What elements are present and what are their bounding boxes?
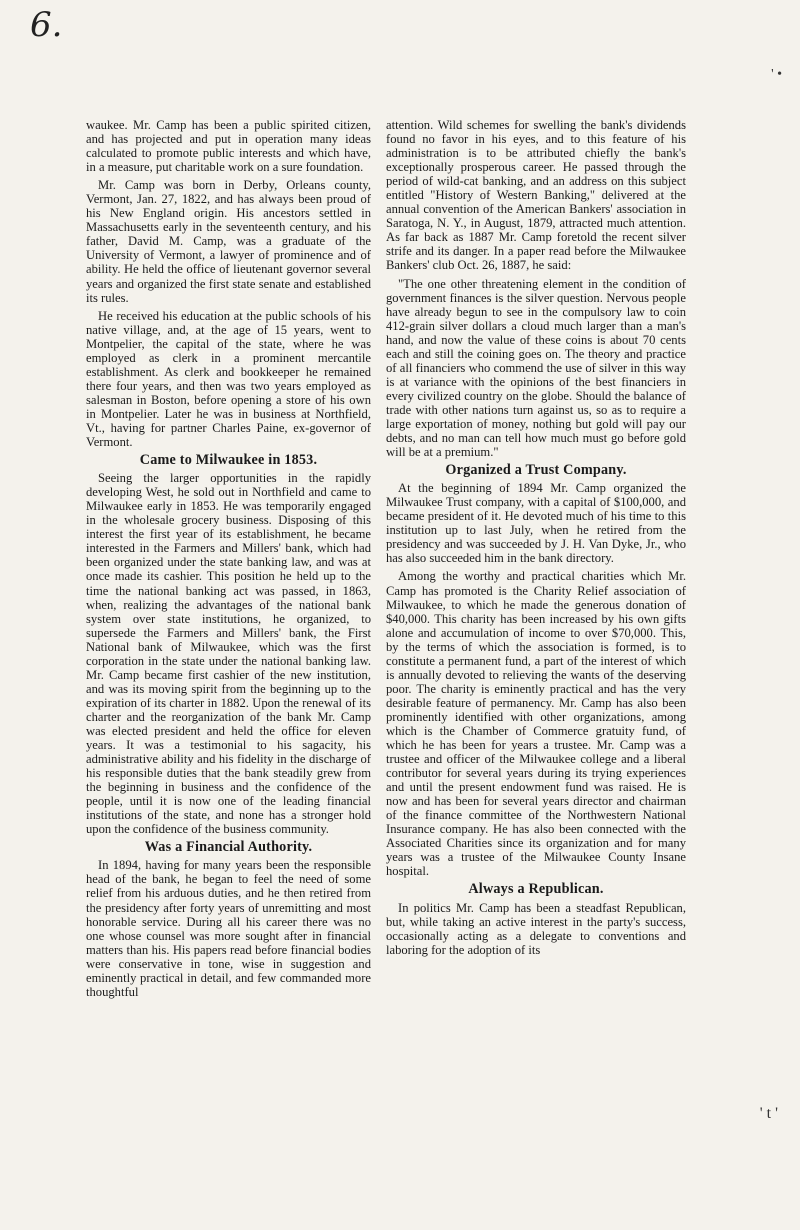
paragraph: Among the worthy and practical charities which Mr. Camp has promoted is the Charity Relief association of Milwaukee, to which he made the generous donation of $40,000. This charity has been increased by his own gifts alone and accumulation of income to over $70,000. This, by the terms of which the association is formed, is to constitute a permanent fund, a part of the interest of which is annually devoted to relieving the wants of the deserving poor. The charity is eminently practical and has the very desirable feature of permanency. Mr. Camp has also been prominently identified with other organizations, among which is the Chamber of Commerce gratuity fund, of which he has been for years a trustee. Mr. Camp was a trustee and officer of the Milwaukee college and a liberal contributor for several years during its trying experiences and until the present endowment fund was raised. He is now and has been for several years director and chairman of the finance committee of the Northwestern National Insurance company. He has also been connected with the Associated Charities since its organization and for many years was a trustee of the Milwaukee County Insane hospital. bbox=[386, 569, 686, 879]
paragraph: In 1894, having for many years been the responsible head of the bank, he began to feel the need of some relief from his arduous duties, and he then retired from the presidency after forty years of unremitting and most honorable service. During all his career there was no one whose counsel was more sought after in financial matters than his. His papers read before financial bodies were conservative in tone, wise in suggestion and eminently practical in detail, and few commanded more thoughtful bbox=[86, 858, 371, 999]
left-column bbox=[86, 118, 371, 1003]
page-number: 6. bbox=[30, 5, 63, 45]
paragraph: attention. Wild schemes for swelling the bank's dividends found no favor in his eyes, and to this feature of his administration is to be attributed chiefly the bank's exceptionally prosperous career. He passed through the period of wild-cat banking, and an address on this subject entitled "History of Western Banking," delivered at the annual convention of the American Bankers' association in Saratoga, N. Y., in August, 1879, attracted much attention. As far back as 1887 Mr. Camp foretold the recent silver strife and its danger. In a paper read before the Milwaukee Bankers' club Oct. 26, 1887, he said: bbox=[386, 118, 686, 273]
section-heading: Organized a Trust Company. bbox=[445, 462, 627, 479]
section-heading: Always a Republican. bbox=[468, 881, 604, 898]
margin-marks-top: ' • bbox=[771, 67, 782, 82]
paragraph: Mr. Camp was born in Derby, Orleans county, Vermont, Jan. 27, 1822, and has always been proud of his New England origin. His ancestors settled in Massachusetts early in the seventeenth century, and his father, David M. Camp, was a graduate of the University of Vermont, a lawyer of prominence and of ability. He held the office of lieutenant governor several years and organized the first state senate and established its rules. bbox=[86, 178, 371, 305]
paragraph: At the beginning of 1894 Mr. Camp organized the Milwaukee Trust company, with a capital of $100,000, and became president of it. He devoted much of his time to this institution up to last July, when he retired from the presidency and was succeeded by J. H. Van Dyke, Jr., who has also succeeded him in the bank directory. bbox=[386, 481, 686, 566]
margin-marks-bottom: ' t ' bbox=[759, 1105, 778, 1122]
right-column bbox=[386, 118, 686, 961]
paragraph: In politics Mr. Camp has been a steadfast Republican, but, while taking an active interest in the party's success, occasionally acting as a delegate to conventions and laboring for the adoption of its bbox=[386, 900, 686, 957]
paragraph: waukee. Mr. Camp has been a public spirited citizen, and has projected and put in operation many ideas calculated to promote public interests and which have, in a measure, put charitable work on a sure foundation. bbox=[86, 118, 371, 175]
paragraph: Seeing the larger opportunities in the rapidly developing West, he sold out in Northfield and came to Milwaukee early in 1853. He was temporarily engaged in the wholesale grocery business. Disposing of this interest the first year of its establishment, he became interested in the Farmers and Millers' bank, which had been organized under the state banking law, and was at once made its cashier. This position he held up to the time the national banking act was passed, in 1863, when, realizing the advantages of the national bank system over state institutions, he organized, to supersede the Farmers and Millers' bank, the First National bank of Milwaukee, which was the first corporation in the state under the national banking law. Mr. Camp became first cashier of the new institution, and was its moving spirit from the beginning up to the expiration of its charter in 1882. Upon the renewal of its charter and the reorganization of the bank Mr. Camp was elected president and held the office for eleven years. It was a testimonial to his sagacity, his administrative ability and his fidelity in the discharge of his responsible duties that the bank steadily grew from the beginning in business and the confidence of the people, until it is now one of the leading financial institutions of the state, and none has a stronger hold upon the confidence of the business community. bbox=[86, 471, 371, 837]
paragraph: He received his education at the public schools of his native village, and, at the age of 15 years, went to Montpelier, the capital of the state, where he was employed as clerk in a prominent mercantile establishment. As clerk and bookkeeper he remained there four years, and then was two years employed as salesman in Boston, before opening a store of his own in Montpelier. Later he was in business at Northfield, Vt., having for partner Charles Paine, ex-governor of Vermont. bbox=[86, 308, 371, 450]
section-heading: Came to Milwaukee in 1853. bbox=[139, 452, 318, 469]
paragraph: "The one other threatening element in the condition of government finances is the silver question. Nervous people have already begun to see in the compulsory law to coin 412-grain silver dollars a cloud much larger than a man's hand, and now the value of these coins is about 70 cents each and still the coining goes on. The theory and practice of all financiers who commend the use of silver in this way is at variance with the opinions of the best financiers in every civilized country on the globe. Should the balance of trade with other nations turn against us, so as to require a large exportation of money, nothing but gold will pay our debts, and no man can tell how much must go before gold will be at a premium." bbox=[386, 276, 686, 460]
section-heading: Was a Financial Authority. bbox=[144, 839, 313, 856]
